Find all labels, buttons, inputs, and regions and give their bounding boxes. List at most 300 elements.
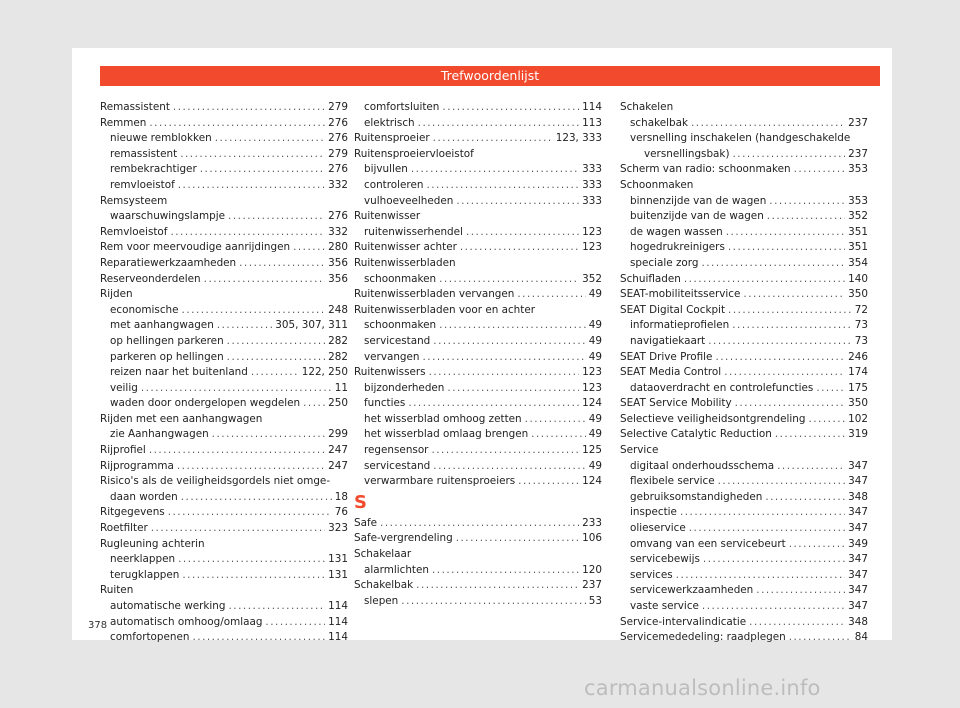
dot-leader [303,396,325,412]
index-entry-page: 49 [588,428,602,441]
index-entry-term: ruitenwisserhendel [364,225,463,238]
index-entry [354,516,602,532]
dot-leader [426,178,579,194]
index-entry-page: 276 [328,132,348,145]
index-entry-page: 351 [848,241,868,254]
dot-leader [518,474,579,490]
index-entry-page: 76 [334,506,348,519]
index-entry-term: olieservice [630,522,686,535]
index-entry [354,194,602,210]
index-entry-term: bijzonderheden [364,381,445,394]
index-entry-page: 351 [848,225,868,238]
dot-leader [765,490,845,506]
dot-leader [418,116,580,132]
index-entry-page: 123 [582,225,602,238]
index-entry-page: 347 [848,459,868,472]
index-entry-page: 237 [848,116,868,129]
dot-leader [433,131,553,147]
index-entry-term: comfortsluiten [364,101,440,113]
index-entry [620,350,868,366]
index-entry-page: 332 [328,225,348,238]
dot-leader [718,474,846,490]
index-entry [100,350,348,366]
dot-leader [182,568,325,584]
index-entry-page: 348 [848,615,868,628]
page-number: 378 [88,620,108,631]
index-entry-term: Reparatiewerkzaamheden [100,256,237,269]
index-entry-term: flexibele service [630,475,715,488]
index-entry-page: 124 [582,475,602,488]
index-entry-term: Rijden met een aanhangwagen [100,412,263,425]
index-entry [100,412,348,428]
index-entry-page: 276 [328,163,348,176]
dot-leader [439,318,586,334]
index-entry [100,147,348,163]
index-entry-term: SEAT-mobiliteitsservice [620,288,741,301]
index-entry-term: binnenzijde van de wagen [630,194,767,207]
dot-leader [769,194,845,210]
index-entry-term: Remassistent [100,101,170,113]
section-letter: S [354,491,367,513]
index-entry [354,365,602,381]
dot-leader [212,427,325,443]
index-entry-page: 123, 333 [555,132,602,145]
index-entry-page: 49 [588,459,602,472]
index-entry-term: Ruitenwissers [354,366,426,379]
index-entry-page: 49 [588,319,602,332]
dot-leader [517,287,585,303]
index-entry-term: waden door ondergelopen wegdelen [110,397,301,410]
index-entry [354,594,602,610]
index-entry-term: Selective Catalytic Reduction [620,428,772,441]
index-entry-term: remassistent [110,147,178,160]
index-entry-term: Ruitensproeiervloeistof [354,147,474,160]
index-entry-term: vaste service [630,600,699,612]
index-entry [620,490,868,506]
index-entry [354,116,602,132]
dot-leader [227,350,326,366]
dot-leader [775,427,845,443]
dot-leader [401,594,585,610]
index-entry-term: waarschuwingslampje [110,210,226,223]
index-entry [620,537,868,553]
index-entry-term: inspectie [630,506,677,519]
dot-leader [702,599,845,615]
index-entry-page: 299 [328,428,348,441]
index-entry-page: 120 [582,563,602,576]
index-entry [100,443,348,459]
dot-leader [423,350,586,366]
index-entry-term: Roetfilter [100,522,148,535]
index-entry-term: buitenzijde van de wagen [630,210,764,223]
dot-leader [749,615,845,631]
index-entry-page: 349 [848,537,868,550]
index-entry [100,256,348,272]
dot-leader [726,225,845,241]
index-entry-term: functies [364,397,406,410]
index-entry-term: omvang van een servicebeurt [630,537,786,550]
index-entry [100,537,348,553]
index-entry-term: Ruitenwisser achter [354,241,457,254]
index-entry [100,427,348,443]
index-entry-page: 279 [328,147,348,160]
index-entry-term: gebruiksomstandigheden [630,490,763,503]
index-entry [354,303,602,319]
index-entry [620,131,868,147]
index-entry [620,256,868,272]
index-entry-term: Ritgegevens [100,506,165,519]
index-entry-term: reizen naar het buitenland [110,366,248,379]
index-entry-term: het wisserblad omlaag brengen [364,428,529,441]
index-entry-term: terugklappen [110,568,180,581]
index-entry-term: versnellingsbak) [644,147,730,160]
index-entry [100,194,348,210]
index-entry [100,209,348,225]
index-entry [354,287,602,303]
index-entry [100,178,348,194]
index-entry-page: 106 [582,532,602,545]
dot-leader [180,147,325,163]
dot-leader [460,240,579,256]
index-entry [620,443,868,459]
index-entry-page: 305, 307, 311 [275,319,348,332]
index-entry-term: servicestand [364,334,431,347]
dot-leader [767,209,845,225]
watermark: carmanualsonline.info [584,676,821,700]
index-entry [100,474,348,490]
dot-leader [217,318,272,334]
index-entry [354,100,602,116]
dot-leader [732,318,852,334]
index-entry-page: 114 [328,631,348,644]
index-entry-page: 125 [582,444,602,457]
index-entry-term: op hellingen parkeren [110,334,224,347]
index-entry-term: vervangen [364,350,420,363]
index-entry-page: 350 [848,397,868,410]
index-entry-term: dataoverdracht en controlefuncties [630,381,814,394]
dot-leader [227,334,326,350]
index-entry [620,162,868,178]
index-entry [620,630,868,646]
index-entry-term: veilig [110,381,138,394]
dot-leader [204,272,326,288]
index-entry-term: versnelling inschakelen (handgeschakelde [630,132,851,145]
index-entry-page: 333 [582,163,602,176]
index-entry-term: Schakelen [620,101,674,113]
index-entry-page: 333 [582,178,602,191]
index-entry-page: 11 [334,381,348,394]
index-entry-term: Ruitenwisserbladen [354,256,456,269]
index-entry [100,521,348,537]
index-entry [100,615,348,631]
index-entry [100,100,348,116]
index-entry-term: vulhoeveelheden [364,194,454,207]
index-entry [620,116,868,132]
index-entry-page: 347 [848,553,868,566]
index-entry-page: 352 [582,272,602,285]
index-entry-page: 353 [848,163,868,176]
index-entry-page: 276 [328,210,348,223]
index-entry-term: schakelbak [630,116,688,129]
index-entry [354,547,602,563]
dot-leader [178,178,325,194]
index-entry [620,427,868,443]
dot-leader [684,272,845,288]
index-entry [620,272,868,288]
index-entry [620,287,868,303]
index-entry [354,443,602,459]
index-entry [100,272,348,288]
dot-leader [228,209,325,225]
dot-leader [177,459,325,475]
index-entry [620,552,868,568]
dot-leader [456,194,579,210]
index-entry [620,412,868,428]
index-entry-page: 131 [328,553,348,566]
index-entry [354,350,602,366]
index-entry-term: Ruitenwisserbladen voor en achter [354,303,536,316]
index-entry-term: Ruiten [100,584,134,597]
index-entry [354,396,602,412]
index-entry-page: 123 [582,381,602,394]
index-entry-page: 352 [848,210,868,223]
dot-leader [456,531,579,547]
index-entry-page: 350 [848,288,868,301]
index-entry-term: Rugleuning achterin [100,537,205,550]
dot-leader [293,240,325,256]
index-entry-page: 174 [848,366,868,379]
dot-leader [429,365,580,381]
dot-leader [728,303,852,319]
dot-leader [181,490,332,506]
dot-leader [703,552,845,568]
dot-leader [466,225,579,241]
index-entry [620,396,868,412]
index-entry [620,194,868,210]
dot-leader [265,615,325,631]
index-entry-page: 347 [848,522,868,535]
index-entry-page: 233 [582,516,602,529]
index-entry [100,287,348,303]
index-entry [620,240,868,256]
index-entry [354,240,602,256]
index-entry [620,100,868,116]
index-entry-page: 250 [328,397,348,410]
index-entry [100,303,348,319]
index-entry [100,459,348,475]
dot-leader [229,599,326,615]
index-entry-page: 114 [582,101,602,113]
index-entry [620,459,868,475]
index-entry-page: 280 [328,241,348,254]
index-entry-page: 323 [328,522,348,535]
index-entry-term: daan worden [110,490,178,503]
index-entry-term: regensensor [364,444,429,457]
dot-leader [701,256,845,272]
index-entry-term: Rijden [100,288,133,301]
index-column-1 [100,100,348,646]
dot-leader [433,459,586,475]
index-entry-term: Risico's als de veiligheidsgordels niet omge- [100,475,331,488]
dot-leader [816,381,845,397]
index-entry [354,563,602,579]
index-entry-term: hogedrukreinigers [630,241,725,254]
index-entry-term: Ruitensproeier [354,132,430,145]
dot-leader [251,365,299,381]
index-entry-page: 53 [588,594,602,607]
index-entry-term: Schakelaar [354,548,412,561]
index-entry-term: Rijprogramma [100,459,174,472]
index-entry [354,131,602,147]
index-entry-term: Selectieve veiligheidsontgrendeling [620,412,806,425]
index-entry-page: 353 [848,194,868,207]
dot-leader [756,583,845,599]
dot-leader [433,334,586,350]
index-entry-page: 114 [328,600,348,612]
index-entry-page: 347 [848,600,868,612]
index-entry-page: 124 [582,397,602,410]
dot-leader [708,334,852,350]
index-entry-page: 248 [328,303,348,316]
dot-leader [149,443,325,459]
index-entry [354,474,602,490]
dot-leader [173,100,325,116]
index-entry-term: schoonmaken [364,319,437,332]
index-entry [620,381,868,397]
dot-leader [432,563,579,579]
dot-leader [192,630,325,646]
dot-leader [408,396,579,412]
index-entry-page: 348 [848,490,868,503]
index-entry-term: remvloeistof [110,178,175,191]
dot-leader [728,240,845,256]
dot-leader [531,427,586,443]
index-entry [100,162,348,178]
index-entry [100,225,348,241]
index-entry-term: SEAT Drive Profile [620,350,713,363]
dot-leader [525,412,586,428]
index-entry-page: 72 [854,303,868,316]
index-entry-term: Rijprofiel [100,444,146,457]
index-entry-page: 175 [848,381,868,394]
index-entry [100,334,348,350]
index-entry-page: 73 [854,334,868,347]
index-entry-page: 247 [328,459,348,472]
index-entry-term: controleren [364,178,424,191]
index-entry-page: 140 [848,272,868,285]
index-entry [354,178,602,194]
dot-leader [380,516,579,532]
index-entry-term: servicebewijs [630,553,700,566]
dot-leader [416,578,579,594]
index-entry-page: 122, 250 [301,366,348,379]
index-entry-term: bijvullen [364,163,408,176]
dot-leader [676,568,846,584]
index-entry-term: Schoonmaken [620,178,694,191]
index-entry [100,583,348,599]
index-entry-term: Rem voor meervoudige aanrijdingen [100,241,291,254]
index-entry [100,396,348,412]
index-entry [354,334,602,350]
index-entry-term: met aanhangwagen [110,319,214,332]
index-entry-term: Scherm van radio: schoonmaken [620,163,791,176]
index-entry-term: digitaal onderhoudsschema [630,459,775,472]
index-entry-term: automatisch omhoog/omlaag [110,615,263,628]
index-list-s [354,516,602,610]
index-entry-page: 237 [848,147,868,160]
index-entry-term: slepen [364,594,399,607]
index-entry-term: rembekrachtiger [110,163,197,176]
index-entry [620,178,868,194]
index-entry-term: servicewerkzaamheden [630,584,754,597]
index-entry [620,365,868,381]
index-entry-term: SEAT Service Mobility [620,397,732,410]
index-entry-term: zie Aanhangwagen [110,428,209,441]
dot-leader [149,116,325,132]
index-entry [100,505,348,521]
index-entry-term: servicestand [364,459,431,472]
index-entry [620,615,868,631]
index-entry-page: 113 [582,116,602,129]
index-entry-page: 356 [328,256,348,269]
index-entry [100,240,348,256]
page-title: Trefwoordenlijst [100,66,880,86]
index-entry-term: Ruitenwisserbladen vervangen [354,288,515,301]
index-entry-term: Service-intervalindicatie [620,615,747,628]
dot-leader [794,162,846,178]
index-entry-page: 279 [328,101,348,113]
index-entry-term: het wisserblad omhoog zetten [364,412,522,425]
dot-leader [680,505,845,521]
index-entry-term: SEAT Digital Cockpit [620,303,726,316]
index-entry-page: 131 [328,568,348,581]
index-entry [620,225,868,241]
index-entry [100,365,348,381]
index-entry-term: verwarmbare ruitensproeiers [364,475,516,488]
index-entry-page: 247 [328,444,348,457]
index-entry [620,521,868,537]
index-entry [100,599,348,615]
index-entry [354,578,602,594]
dot-leader [715,350,845,366]
dot-leader [733,147,846,163]
index-entry [620,303,868,319]
dot-leader [689,521,845,537]
index-entry-term: Remvloeistof [100,225,168,238]
index-entry-term: economische [110,303,179,316]
dot-leader [808,412,845,428]
dot-leader [200,162,325,178]
index-entry-term: Remsysteem [100,194,168,207]
index-entry-page: 18 [334,490,348,503]
index-entry [100,490,348,506]
dot-leader [170,225,325,241]
index-entry [354,531,602,547]
index-entry-page: 347 [848,568,868,581]
index-entry [620,583,868,599]
index-entry [100,131,348,147]
index-entry-page: 123 [582,366,602,379]
index-entry-page: 282 [328,334,348,347]
index-entry [100,381,348,397]
index-entry [354,459,602,475]
index-entry-page: 356 [328,272,348,285]
index-entry [354,256,602,272]
index-entry-term: parkeren op hellingen [110,350,224,363]
index-entry-page: 237 [582,579,602,592]
index-entry-term: services [630,568,673,581]
index-entry-term: automatische werking [110,600,226,612]
